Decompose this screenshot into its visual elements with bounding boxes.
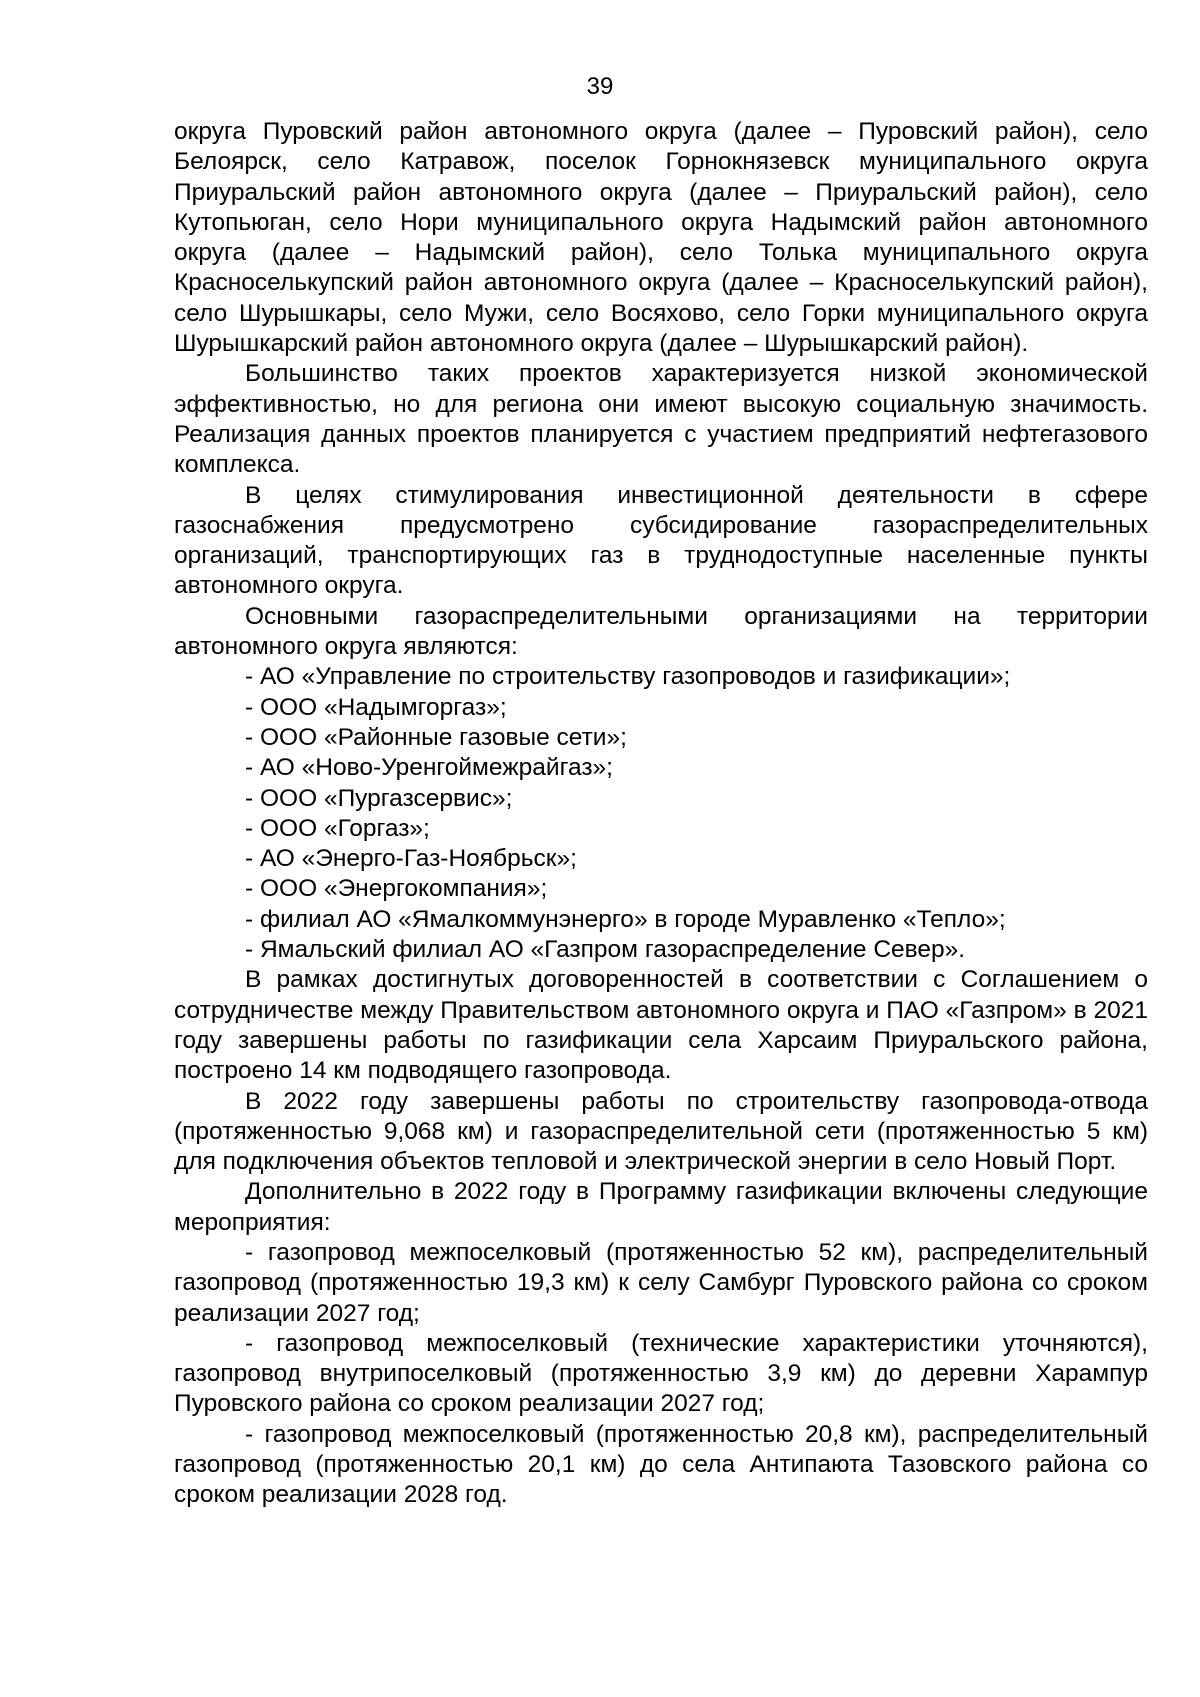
list-item-organization: - ООО «Надымгоргаз»; <box>245 693 507 721</box>
list-item-project-antipayuta: - газопровод межпоселковый (протяженностью 20,8 км), распределительный газопровод (протяженностью 20,1 км) до села Антипаюта Тазовского района со сроком реализации 2028 год. <box>174 1420 1148 1509</box>
paragraph-program-additions: Дополнительно в 2022 году в Программу газификации включены следующие мероприятия: <box>174 1178 1148 1236</box>
list-item-organization: - АО «Энерго-Газ-Ноябрьск»; <box>245 845 577 873</box>
list-item-organization: - ООО «Энергокомпания»; <box>245 875 548 903</box>
paragraph-low-efficiency: Большинство таких проектов характеризуется низкой экономической эффективностью, но для региона они имеют высокую социальную значимость. Реализация данных проектов планируется с участием предприятий нефтегазового комплекса. <box>174 360 1148 479</box>
list-item-organization: - АО «Управление по строительству газопроводов и газификации»; <box>245 663 1011 691</box>
paragraph-settlements-continued: округа Пуровский район автономного округа (далее – Пуровский район), село Белоярск, село Катравож, поселок Горнокнязевск муниципального округа Приуральский район автономного округа (далее – Приуральский район), село Кутопьюган, село Нори муниципального округа Надымский район автономного округа (далее – Надымский район), село Толька муниципального округа Красноселькупский район автономного округа (далее – Красноселькупский район), село Шурышкары, село Мужи, село Восяхово, село Горки муниципального округа Шурышкарский район автономного округа (далее – Шурышкарский район). <box>174 118 1148 358</box>
paragraph-gazprom-agreement: В рамках достигнутых договоренностей в соответствии с Соглашением о сотрудничестве между Правительством автономного округа и ПАО «Газпром» в 2021 году завершены работы по газификации села Харсаим Приуральского района, построено 14 км подводящего газопровода. <box>174 966 1148 1085</box>
paragraph-2022-works: В 2022 году завершены работы по строительству газопровода-отвода (протяженностью 9,068 км) и газораспределительной сети (протяженностью 5 км) для подключения объектов тепловой и электрической энергии в село Новый Порт. <box>174 1087 1148 1176</box>
list-item-organization: - ООО «Районные газовые сети»; <box>245 723 627 751</box>
page-number: 39 <box>586 73 614 100</box>
list-item-organization: - ООО «Горгаз»; <box>245 814 430 842</box>
list-item-organization: - ООО «Пургазсервис»; <box>245 784 513 812</box>
list-item-organization: - Ямальский филиал АО «Газпром газораспределение Север». <box>245 936 966 964</box>
paragraph-subsidies: В целях стимулирования инвестиционной деятельности в сфере газоснабжения предусмотрено субсидирование газораспределительных организаций, транспортирующих газ в труднодоступные населенные пункты автономного округа. <box>174 481 1148 600</box>
list-item-organization: - филиал АО «Ямалкоммунэнерго» в городе Муравленко «Тепло»; <box>245 905 1006 933</box>
list-item-organization: - АО «Ново-Уренгоймежрайгаз»; <box>245 754 613 782</box>
document-body <box>174 117 1148 1511</box>
list-item-project-samburg: - газопровод межпоселковый (протяженностью 52 км), распределительный газопровод (протяженностью 19,3 км) к селу Самбург Пуровского района со сроком реализации 2027 год; <box>174 1238 1148 1327</box>
paragraph-organizations-intro: Основными газораспределительными организациями на территории автономного округа являются: <box>174 602 1148 661</box>
list-item-project-kharampur: - газопровод межпоселковый (технические характеристики уточняются), газопровод внутрипоселковый (протяженностью 3,9 км) до деревни Харампур Пуровского района со сроком реализации 2027 год; <box>174 1329 1148 1418</box>
